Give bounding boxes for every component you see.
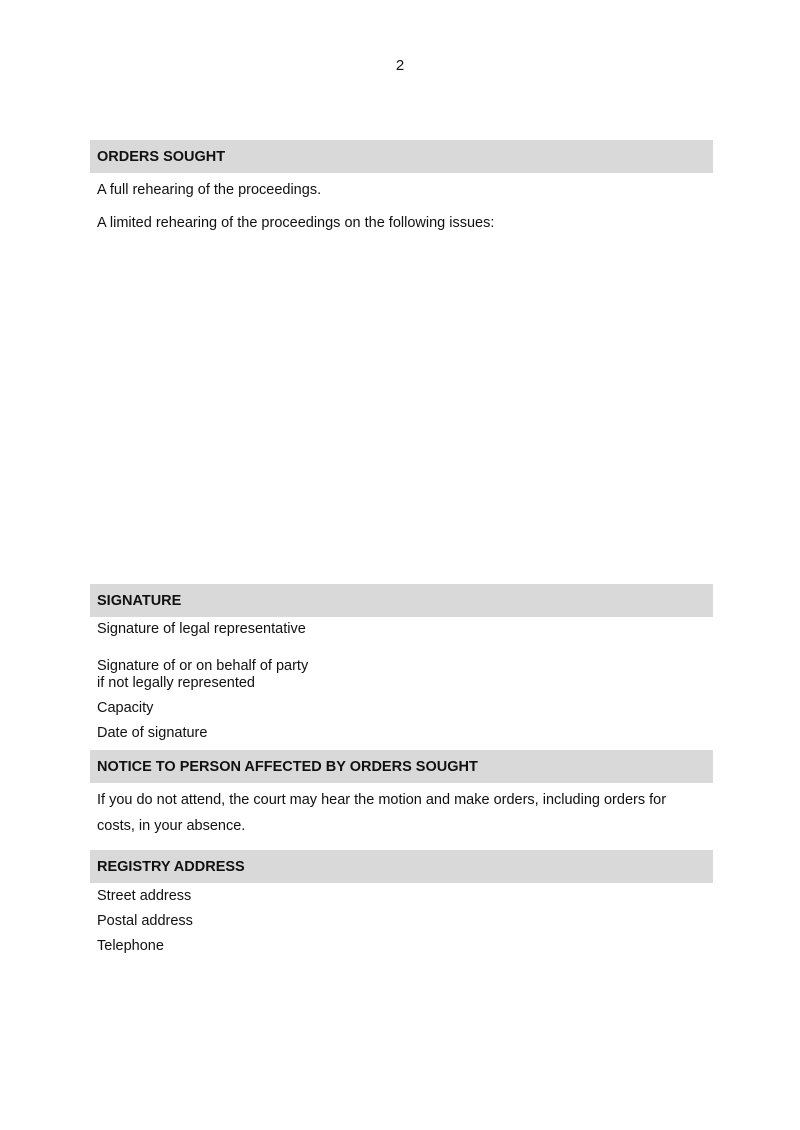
party-signature-label-line2: if not legally represented: [97, 675, 255, 691]
date-of-signature-label: Date of signature: [97, 725, 208, 741]
orders-sought-header: ORDERS SOUGHT: [90, 140, 713, 173]
registry-address-header: REGISTRY ADDRESS: [90, 850, 713, 883]
party-signature-label-line1: Signature of or on behalf of party: [97, 658, 309, 674]
postal-address-label: Postal address: [97, 913, 193, 929]
legal-representative-signature-label: Signature of legal representative: [97, 621, 306, 637]
notice-text: If you do not attend, the court may hear the motion and make orders, including orders for costs, in your absence.: [97, 792, 667, 834]
telephone-label: Telephone: [97, 938, 164, 954]
notice-header: NOTICE TO PERSON AFFECTED BY ORDERS SOUGHT: [90, 750, 713, 783]
limited-rehearing-option: A limited rehearing of the proceedings on the following issues:: [97, 215, 495, 231]
street-address-label: Street address: [97, 888, 192, 904]
page-number: 2: [395, 57, 405, 74]
full-rehearing-option: A full rehearing of the proceedings.: [97, 182, 322, 198]
signature-header: SIGNATURE: [90, 584, 713, 617]
capacity-label: Capacity: [97, 700, 154, 716]
